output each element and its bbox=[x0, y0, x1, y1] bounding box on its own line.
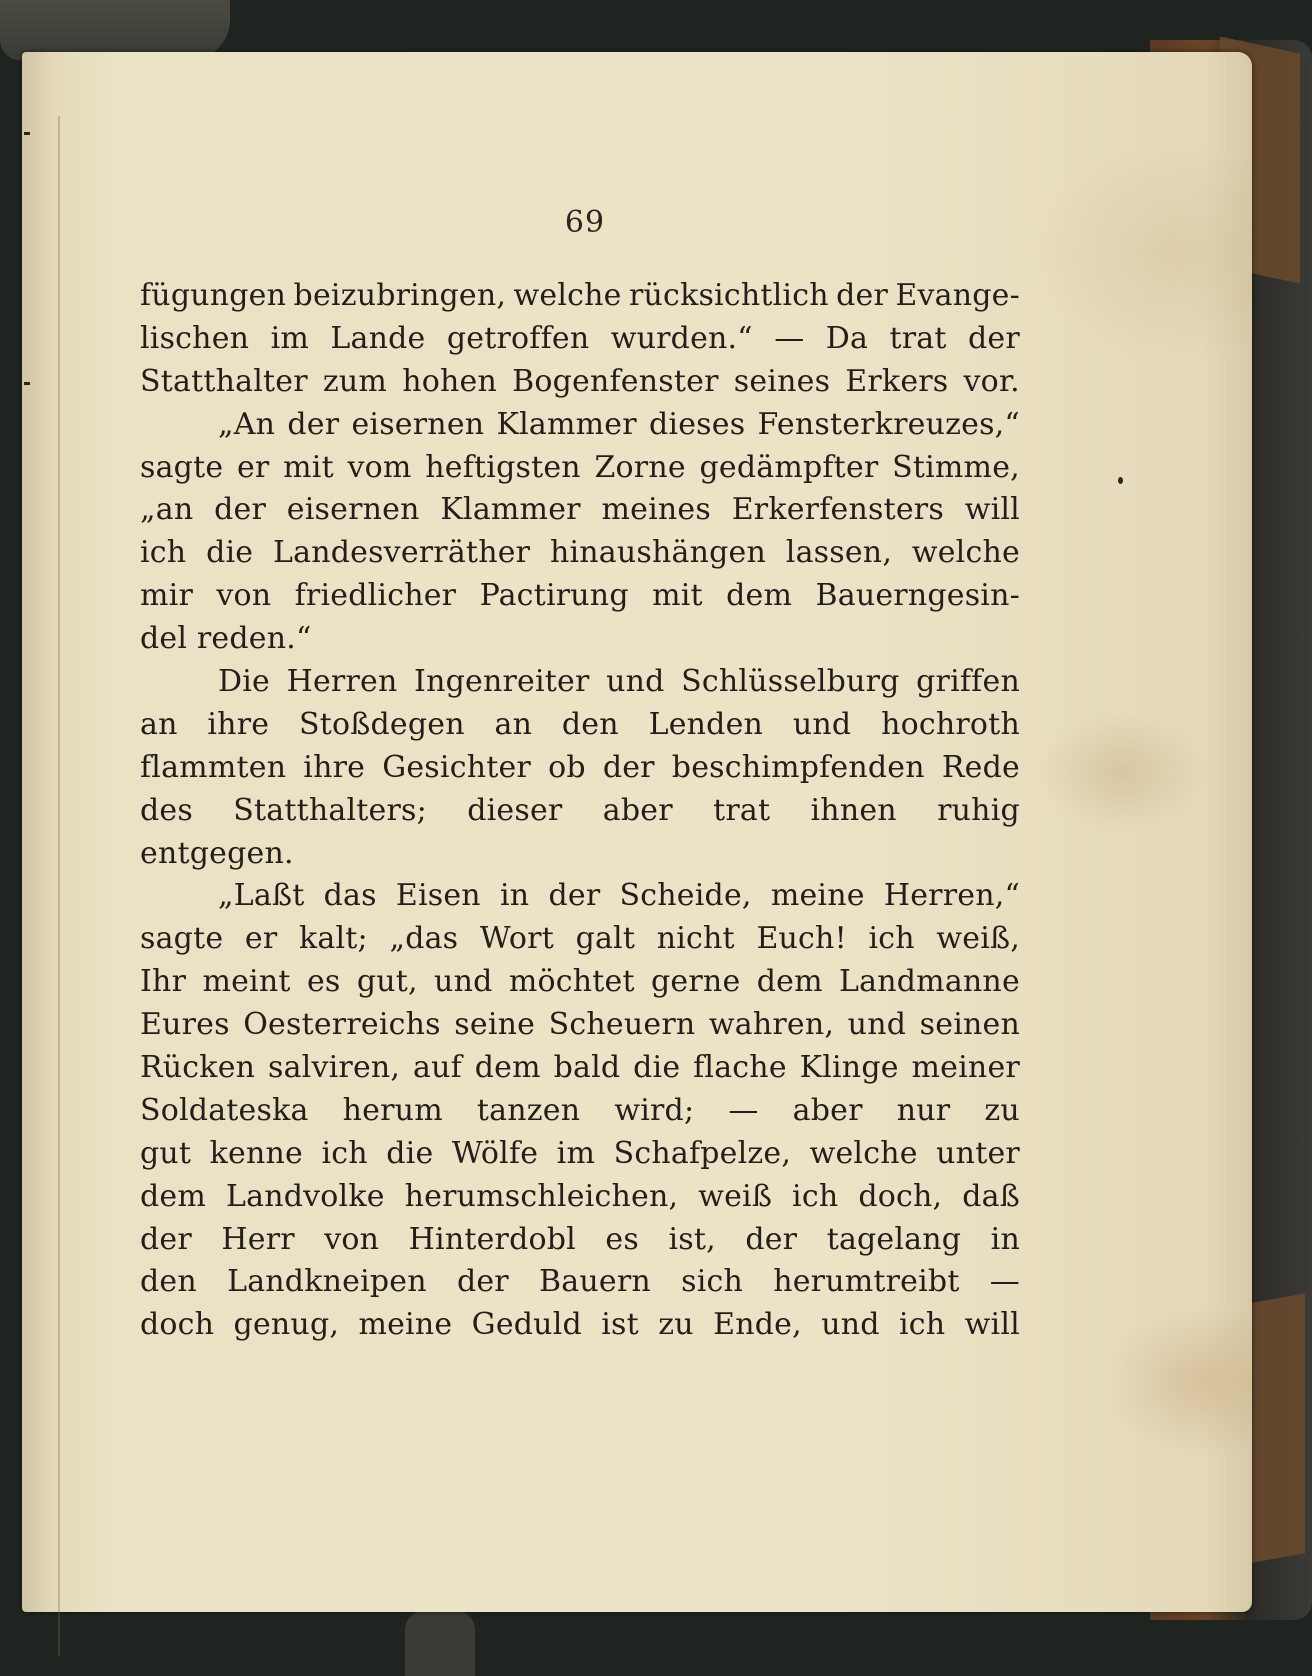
word: an bbox=[140, 706, 178, 742]
word: Herr bbox=[221, 1221, 295, 1257]
word: hochroth bbox=[881, 706, 1020, 742]
word: Zorne bbox=[594, 449, 686, 485]
word: trat bbox=[713, 792, 771, 828]
word: Landmanne bbox=[839, 964, 1020, 1000]
word: die bbox=[206, 535, 254, 571]
text-line bbox=[140, 1176, 1020, 1219]
word: herumtreibt bbox=[773, 1264, 960, 1300]
word: kalt; bbox=[299, 921, 368, 957]
gutter-mark bbox=[24, 382, 30, 385]
word: ihre bbox=[303, 749, 366, 785]
word: getroffen bbox=[446, 320, 590, 356]
word: aber bbox=[792, 1092, 863, 1128]
word: Schlüsselburg bbox=[681, 664, 900, 700]
word: meines bbox=[601, 492, 711, 528]
text-line bbox=[140, 918, 1020, 961]
word: zu bbox=[658, 1307, 694, 1343]
word: galt bbox=[575, 921, 636, 957]
word: meint bbox=[202, 964, 291, 1000]
text-line bbox=[140, 318, 1020, 361]
word: tagelang bbox=[826, 1221, 962, 1257]
word: Stimme, bbox=[892, 449, 1020, 485]
word: gerne bbox=[651, 964, 741, 1000]
word: und bbox=[606, 664, 665, 700]
word: Erkers bbox=[845, 363, 949, 399]
word: friedlicher bbox=[294, 578, 457, 614]
word: gut bbox=[140, 1135, 192, 1171]
text-line bbox=[140, 747, 1020, 790]
word: — bbox=[774, 320, 805, 356]
word: wahren, bbox=[708, 1007, 835, 1043]
word: heftigsten bbox=[425, 449, 581, 485]
word: Pactirung bbox=[479, 578, 629, 614]
word: in bbox=[990, 1221, 1020, 1257]
word: welche bbox=[513, 278, 622, 313]
word: „An bbox=[218, 406, 276, 442]
word: nicht bbox=[656, 921, 735, 957]
word: Soldateska bbox=[140, 1092, 309, 1128]
word: Scheuern bbox=[548, 1007, 696, 1043]
word: Die bbox=[218, 664, 271, 700]
word: welche bbox=[809, 1135, 918, 1171]
book-strap-bottom bbox=[405, 1610, 475, 1676]
word: Geduld bbox=[471, 1307, 582, 1343]
word: beizubringen, bbox=[293, 278, 507, 313]
ink-speck bbox=[1118, 477, 1123, 484]
word: Bogenfenster bbox=[512, 363, 719, 399]
word: wurden.“ bbox=[610, 320, 753, 356]
word: sagte bbox=[140, 449, 224, 485]
text-line bbox=[140, 704, 1020, 747]
word: Lande bbox=[330, 320, 426, 356]
word: ihnen bbox=[810, 792, 897, 828]
word: lischen bbox=[140, 320, 250, 356]
word: aber bbox=[602, 792, 673, 828]
word: mit bbox=[283, 449, 334, 485]
word: ob bbox=[548, 749, 586, 785]
word: eisernen bbox=[351, 406, 485, 442]
word: gedämpfter bbox=[699, 449, 879, 485]
word: sagte bbox=[140, 921, 224, 957]
word: seinen bbox=[919, 1007, 1020, 1043]
text-line bbox=[140, 1219, 1020, 1262]
text-line bbox=[140, 1304, 1020, 1347]
word: es bbox=[605, 1221, 639, 1257]
word: auf bbox=[413, 1050, 462, 1086]
word: mir bbox=[140, 578, 193, 614]
word: — bbox=[728, 1092, 759, 1128]
word: Herren bbox=[286, 664, 398, 700]
word: und bbox=[434, 964, 493, 1000]
word: möchtet bbox=[508, 964, 635, 1000]
word: herum bbox=[342, 1092, 443, 1128]
word: kenne bbox=[209, 1135, 303, 1171]
text-line bbox=[140, 1133, 1020, 1176]
word: doch, bbox=[858, 1178, 943, 1214]
word: Hinterdobl bbox=[408, 1221, 576, 1257]
word: er bbox=[236, 449, 270, 485]
text-line bbox=[140, 532, 1020, 575]
word: ruhig bbox=[937, 792, 1020, 828]
word: von bbox=[216, 578, 272, 614]
word: Da bbox=[825, 320, 869, 356]
word: seine bbox=[454, 1007, 536, 1043]
word: Eisen bbox=[395, 878, 481, 914]
text-line bbox=[140, 361, 1020, 404]
word: „Laßt bbox=[218, 878, 305, 914]
text-line bbox=[140, 404, 1020, 447]
word: dem bbox=[756, 964, 823, 1000]
word: griffen bbox=[916, 664, 1020, 700]
word: — bbox=[989, 1264, 1020, 1300]
word: rücksichtlich bbox=[629, 278, 829, 313]
word: Ihr bbox=[140, 964, 187, 1000]
word: eisernen bbox=[286, 492, 420, 528]
gutter-line bbox=[58, 116, 60, 1656]
word: Herren,“ bbox=[883, 878, 1020, 914]
text-line: del reden.“ bbox=[140, 621, 312, 657]
text-line bbox=[140, 489, 1020, 532]
word: Landesverräther bbox=[272, 535, 531, 571]
word: ist, bbox=[668, 1221, 716, 1257]
word: und bbox=[821, 1307, 880, 1343]
text-line bbox=[140, 875, 1020, 918]
text-line bbox=[140, 1261, 1020, 1304]
word: an bbox=[494, 706, 533, 742]
word: Landvolke bbox=[225, 1178, 385, 1214]
word: dieses bbox=[649, 406, 746, 442]
text-line: entgegen. bbox=[140, 835, 294, 871]
word: der bbox=[456, 1264, 509, 1300]
word: den bbox=[140, 1264, 197, 1300]
word: Eures bbox=[140, 1007, 230, 1043]
word: gut, bbox=[356, 964, 418, 1000]
gutter-mark bbox=[24, 132, 30, 135]
word: seines bbox=[733, 363, 831, 399]
word: Gesichter bbox=[382, 749, 531, 785]
word: dem bbox=[474, 1050, 541, 1086]
word: will bbox=[964, 492, 1020, 528]
word: vor. bbox=[963, 363, 1020, 399]
word: salviren, bbox=[268, 1050, 401, 1086]
word: der bbox=[745, 1221, 798, 1257]
word: im bbox=[556, 1135, 596, 1171]
word: herumschleichen, bbox=[404, 1178, 679, 1214]
word: Erkerfensters bbox=[731, 492, 944, 528]
word: hohen bbox=[402, 363, 497, 399]
book-strap bbox=[0, 0, 230, 60]
word: Fensterkreuzes,“ bbox=[757, 406, 1020, 442]
word: die bbox=[386, 1135, 434, 1171]
word: vom bbox=[347, 449, 412, 485]
word: Wort bbox=[479, 921, 554, 957]
text-line bbox=[140, 1004, 1020, 1047]
word: Schafpelze, bbox=[613, 1135, 792, 1171]
word: Euch! bbox=[756, 921, 847, 957]
text-line bbox=[140, 575, 1020, 618]
word: zum bbox=[322, 363, 388, 399]
word: meiner bbox=[911, 1050, 1020, 1086]
word: ich bbox=[868, 921, 915, 957]
word: sich bbox=[681, 1264, 744, 1300]
word: flache bbox=[693, 1050, 787, 1086]
word: Statthalters; bbox=[233, 792, 427, 828]
word: daß bbox=[962, 1178, 1020, 1214]
word: trat bbox=[889, 320, 947, 356]
word: fügungen bbox=[140, 278, 287, 313]
word: meine bbox=[770, 878, 865, 914]
word: den bbox=[561, 706, 619, 742]
word: „an bbox=[140, 492, 194, 528]
word: von bbox=[324, 1221, 380, 1257]
word: wird; bbox=[614, 1092, 695, 1128]
word: der bbox=[287, 406, 340, 442]
word: und bbox=[792, 706, 852, 742]
word: Ingenreiter bbox=[414, 664, 590, 700]
word: Lenden bbox=[648, 706, 764, 742]
word: weiß bbox=[698, 1178, 773, 1214]
word: ich bbox=[898, 1307, 946, 1343]
word: der bbox=[140, 1221, 192, 1257]
word: mit bbox=[652, 578, 703, 614]
word: in bbox=[499, 878, 530, 914]
word: es bbox=[306, 964, 341, 1000]
word: ich bbox=[140, 535, 187, 571]
word: ich bbox=[792, 1178, 839, 1214]
text-line bbox=[140, 275, 1020, 318]
word: genug, bbox=[233, 1307, 340, 1343]
word: der bbox=[548, 878, 601, 914]
word: dem bbox=[726, 578, 793, 614]
word: lassen, bbox=[785, 535, 893, 571]
word: „das bbox=[389, 921, 459, 957]
word: Bauern bbox=[539, 1264, 651, 1300]
word: tanzen bbox=[476, 1092, 581, 1128]
word: Statthalter bbox=[140, 363, 308, 399]
word: der bbox=[214, 492, 267, 528]
word: hinaushängen bbox=[549, 535, 767, 571]
text-line bbox=[140, 447, 1020, 490]
word: Klammer bbox=[440, 492, 581, 528]
word: Rücken bbox=[140, 1050, 256, 1086]
word: nur bbox=[896, 1092, 951, 1128]
page-number: 69 bbox=[564, 205, 606, 240]
word: der bbox=[602, 749, 655, 785]
text-line bbox=[140, 1047, 1020, 1090]
word: ich bbox=[321, 1135, 368, 1171]
word: Scheide, bbox=[619, 878, 752, 914]
word: unter bbox=[936, 1135, 1020, 1171]
text-line bbox=[140, 790, 1020, 833]
text-line bbox=[140, 661, 1020, 704]
word: der bbox=[968, 320, 1020, 356]
word: Rede bbox=[941, 749, 1020, 785]
word: meine bbox=[358, 1307, 453, 1343]
page-text bbox=[140, 275, 1020, 1347]
word: dem bbox=[140, 1178, 207, 1214]
text-line bbox=[140, 961, 1020, 1004]
word: bald bbox=[553, 1050, 621, 1086]
word: das bbox=[323, 878, 377, 914]
word: beschimpfenden bbox=[671, 749, 925, 785]
word: des bbox=[140, 792, 193, 828]
word: Oesterreichs bbox=[243, 1007, 441, 1043]
word: ist bbox=[601, 1307, 639, 1343]
text-line bbox=[140, 1090, 1020, 1133]
word: und bbox=[847, 1007, 907, 1043]
word: weiß, bbox=[936, 921, 1020, 957]
word: Stoßdegen bbox=[298, 706, 465, 742]
word: die bbox=[633, 1050, 681, 1086]
word: Ende, bbox=[713, 1307, 802, 1343]
word: doch bbox=[140, 1307, 215, 1343]
word: im bbox=[270, 320, 310, 356]
word: zu bbox=[984, 1092, 1020, 1128]
word: will bbox=[964, 1307, 1020, 1343]
word: er bbox=[244, 921, 278, 957]
word: flammten bbox=[140, 749, 287, 785]
word: der bbox=[836, 278, 889, 313]
word: welche bbox=[911, 535, 1020, 571]
word: Evange- bbox=[895, 278, 1020, 313]
word: ihre bbox=[207, 706, 270, 742]
word: Wölfe bbox=[451, 1135, 539, 1171]
word: Klinge bbox=[799, 1050, 899, 1086]
word: Klammer bbox=[496, 406, 637, 442]
word: Landkneipen bbox=[227, 1264, 427, 1300]
word: Bauerngesin- bbox=[815, 578, 1020, 614]
word: dieser bbox=[467, 792, 563, 828]
